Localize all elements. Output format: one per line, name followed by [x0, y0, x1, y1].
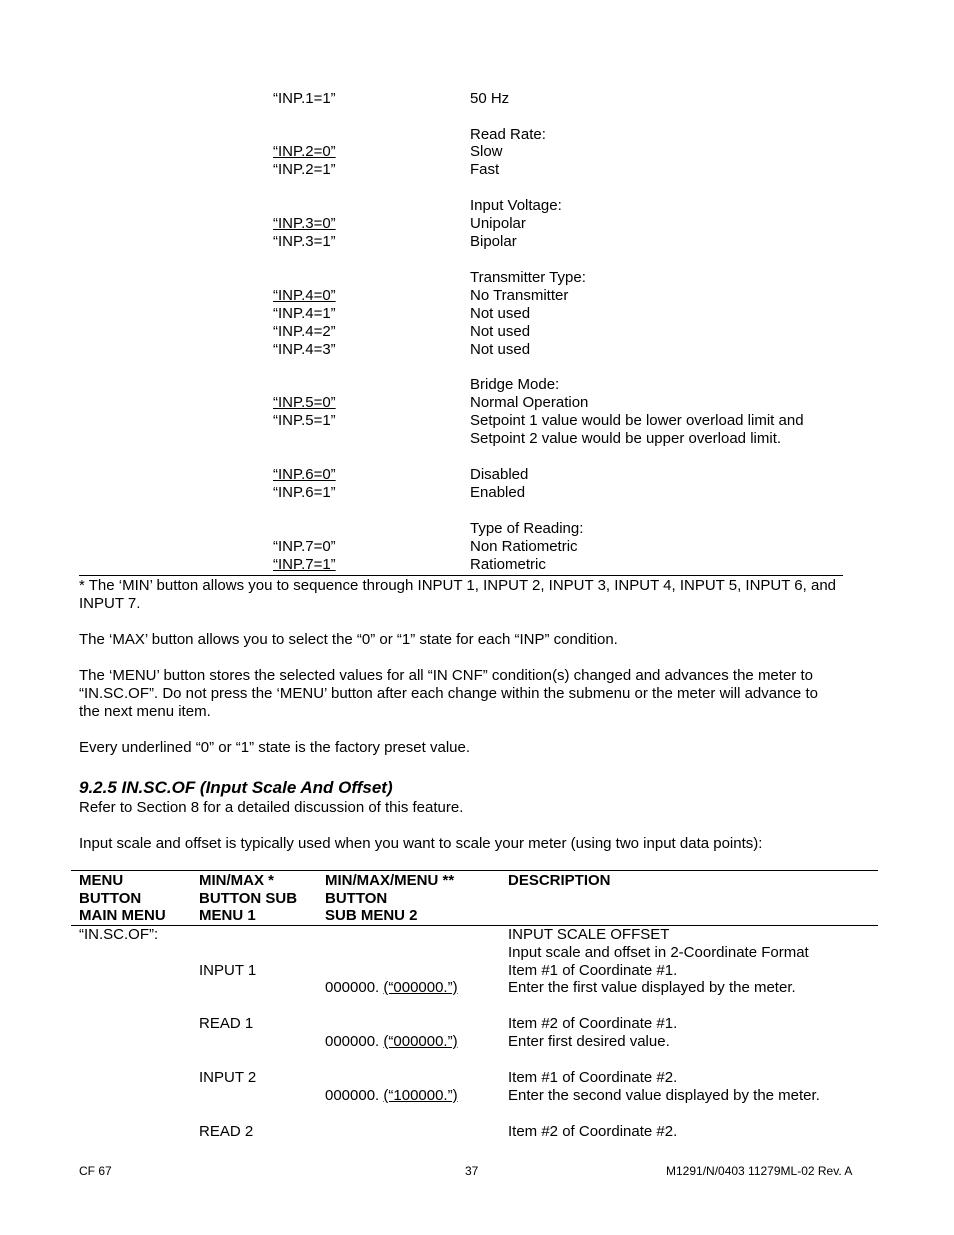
value-text: 000000. [325, 979, 384, 996]
item-desc: Enter the first value displayed by the meter. [508, 979, 796, 996]
desc-title: INPUT SCALE OFFSET [508, 926, 670, 943]
inp-desc: Not used [470, 323, 531, 340]
item-desc: Item #1 of Coordinate #1. [508, 962, 678, 979]
inp-desc: Bipolar [470, 233, 517, 250]
inp-code: “INP.3=1” [273, 233, 336, 250]
item-desc: Item #1 of Coordinate #2. [508, 1069, 678, 1086]
value-cell [325, 979, 458, 997]
value-text: 000000. [325, 1033, 384, 1050]
inp-code-default: “INP.5=0” [273, 394, 336, 411]
inp-desc: Setpoint 2 value would be upper overload limit. [470, 430, 782, 447]
inp-desc: Ratiometric [470, 556, 546, 573]
value-text: 000000. [325, 1087, 384, 1104]
menu-note: The ‘MENU’ button stores the selected values for all “IN CNF” condition(s) changed and advances the meter to [79, 667, 813, 684]
inp-code: “INP.4=3” [273, 341, 336, 358]
header-cell: MIN/MAX * [199, 872, 274, 889]
inp-desc: No Transmitter [470, 287, 569, 304]
inp-desc: Unipolar [470, 215, 526, 232]
value-cell [325, 1033, 458, 1051]
item-desc: Enter the second value displayed by the meter. [508, 1087, 820, 1104]
inp-desc: Setpoint 1 value would be lower overload limit and [470, 412, 804, 429]
header-cell: MAIN MENU [79, 907, 166, 924]
item-desc: Enter first desired value. [508, 1033, 670, 1050]
inp-desc: Not used [470, 341, 531, 358]
inp-code-default: “INP.6=0” [273, 466, 336, 483]
item-desc: Item #2 of Coordinate #2. [508, 1123, 678, 1140]
factory-default: (“000000.”) [383, 979, 458, 996]
header-cell: MIN/MAX/MENU ** [325, 872, 455, 889]
inp-group-title: Type of Reading: [470, 520, 584, 537]
inp-desc: Normal Operation [470, 394, 589, 411]
main-menu-cell: “IN.SC.OF”: [79, 926, 159, 943]
submenu-item: READ 1 [199, 1015, 254, 1032]
inp-code: “INP.1=1” [273, 90, 336, 107]
inp-code-default: “INP.2=0” [273, 143, 336, 160]
inp-desc: Non Ratiometric [470, 538, 578, 555]
item-desc: Item #2 of Coordinate #1. [508, 1015, 678, 1032]
footer-page-number: 37 [465, 1164, 479, 1178]
inp-code-default: “INP.7=1” [273, 556, 336, 573]
inp-desc: Enabled [470, 484, 526, 501]
header-cell: MENU [79, 872, 124, 889]
inp-code: “INP.4=1” [273, 305, 336, 322]
inp-group-title: Bridge Mode: [470, 376, 560, 393]
table-header-bottom-rule [71, 925, 878, 926]
section-refer: Refer to Section 8 for a detailed discussion of this feature. [79, 799, 464, 816]
inp-desc: Disabled [470, 466, 529, 483]
header-cell: MENU 1 [199, 907, 256, 924]
inp-group-title: Input Voltage: [470, 197, 562, 214]
factory-default: (“000000.”) [383, 1033, 458, 1050]
submenu-item: READ 2 [199, 1123, 254, 1140]
header-cell: SUB MENU 2 [325, 907, 418, 924]
inp-code: “INP.4=2” [273, 323, 336, 340]
inp-desc: Slow [470, 143, 503, 160]
footer-right: M1291/N/0403 11279ML-02 Rev. A [666, 1164, 853, 1178]
table-bottom-rule [79, 575, 843, 576]
inp-code: “INP.6=1” [273, 484, 336, 501]
inp-code: “INP.2=1” [273, 161, 336, 178]
min-note-cont: INPUT 7. [79, 595, 141, 612]
inp-desc: Fast [470, 161, 500, 178]
inp-code: “INP.7=0” [273, 538, 336, 555]
header-cell: DESCRIPTION [508, 872, 611, 889]
inp-group-title: Read Rate: [470, 126, 546, 143]
header-cell: BUTTON SUB [199, 890, 298, 907]
inp-code-default: “INP.4=0” [273, 287, 336, 304]
preset-note: Every underlined “0” or “1” state is the factory preset value. [79, 739, 471, 756]
inp-desc: 50 Hz [470, 90, 510, 107]
header-cell: BUTTON [325, 890, 388, 907]
section-intro: Input scale and offset is typically used when you want to scale your meter (using two input data points): [79, 835, 763, 852]
section-heading: 9.2.5 IN.SC.OF (Input Scale And Offset) [79, 778, 393, 797]
menu-note-cont: “IN.SC.OF”. Do not press the ‘MENU’ button after each change within the submenu or the meter will advance to [79, 685, 818, 702]
inp-code: “INP.5=1” [273, 412, 336, 429]
table-header-top-rule [71, 870, 878, 871]
desc-format: Input scale and offset in 2-Coordinate Format [508, 944, 809, 961]
inp-desc: Not used [470, 305, 531, 322]
inp-code-default: “INP.3=0” [273, 215, 336, 232]
value-cell [325, 1087, 458, 1105]
footer-left: CF 67 [79, 1164, 112, 1178]
submenu-item: INPUT 1 [199, 962, 257, 979]
max-note: The ‘MAX’ button allows you to select the “0” or “1” state for each “INP” condition. [79, 631, 618, 648]
min-note: * The ‘MIN’ button allows you to sequence through INPUT 1, INPUT 2, INPUT 3, INPUT 4, INPUT 5, INPUT 6, and [79, 577, 837, 594]
menu-note-cont: the next menu item. [79, 703, 211, 720]
inp-group-title: Transmitter Type: [470, 269, 586, 286]
factory-default: (“100000.”) [383, 1087, 458, 1104]
submenu-item: INPUT 2 [199, 1069, 257, 1086]
header-cell: BUTTON [79, 890, 142, 907]
